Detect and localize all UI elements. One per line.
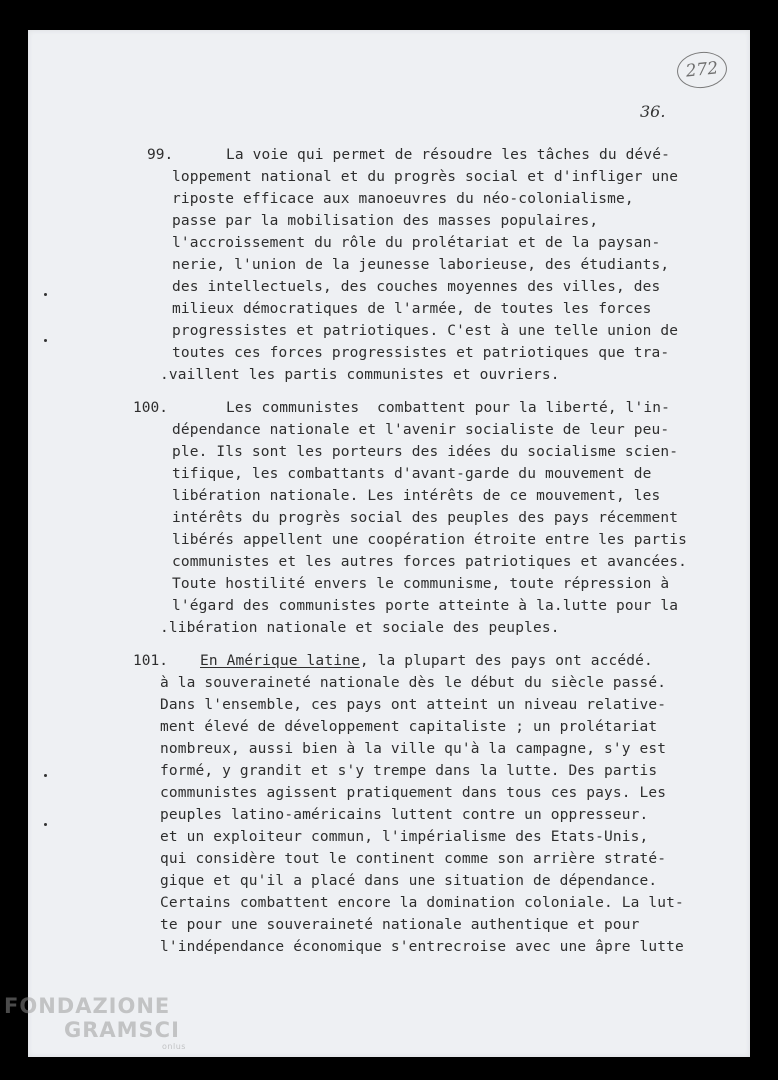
watermark-line-3: onlus [162, 1042, 186, 1051]
paragraph-number: 101. [133, 653, 168, 669]
text-line: libérés appellent une coopération étroite entre les partis [172, 532, 688, 548]
margin-mark [44, 293, 47, 296]
margin-mark [44, 339, 47, 342]
text-line: dépendance nationale et l'avenir socialiste de leur peu- [172, 422, 670, 438]
paragraph-number: 100. [133, 400, 168, 416]
text-line: Certains combattent encore la domination coloniale. La lut- [160, 895, 684, 911]
text-line: l'accroissement du rôle du prolétariat et de la paysan- [172, 235, 661, 251]
text-line: tifique, les combattants d'avant-garde du mouvement de [172, 466, 652, 482]
text-line: te pour une souveraineté nationale authentique et pour [160, 917, 640, 933]
text-line: Dans l'ensemble, ces pays ont atteint un niveau relative- [160, 697, 667, 713]
watermark-line-1: FONDAZIONE [4, 994, 171, 1018]
text-line: nombreux, aussi bien à la ville qu'à la campagne, s'y est [160, 741, 667, 757]
text-line: à la souveraineté nationale dès le début du siècle passé. [160, 675, 667, 691]
text-line: communistes et les autres forces patriotiques et avancées. [172, 554, 688, 570]
paragraph-number: 99. [147, 147, 174, 163]
text-line: libération nationale. Les intérêts de ce mouvement, les [172, 488, 661, 504]
text-line: des intellectuels, des couches moyennes des villes, des [172, 279, 661, 295]
archive-watermark [4, 994, 186, 1052]
text-line: gique et qu'il a placé dans une situation de dépendance. [160, 873, 658, 889]
text-line: communistes agissent pratiquement dans tous ces pays. Les [160, 785, 667, 801]
text-line: l'égard des communistes porte atteinte à la.lutte pour la [172, 598, 679, 614]
text-line: et un exploiteur commun, l'impérialisme des Etats-Unis, [160, 829, 649, 845]
text-line: qui considère tout le continent comme son arrière straté- [160, 851, 667, 867]
text-line: milieux démocratiques de l'armée, de toutes les forces [172, 301, 652, 317]
text-span: , la plupart des pays ont accédé. [359, 653, 653, 669]
text-line: formé, y grandit et s'y trempe dans la lutte. Des partis [160, 763, 658, 779]
text-line: progressistes et patriotiques. C'est à une telle union de [172, 323, 679, 339]
text-line: peuples latino-américains luttent contre un oppresseur. [160, 807, 649, 823]
text-line: ment élevé de développement capitaliste ; un prolétariat [160, 719, 658, 735]
margin-mark [44, 774, 47, 777]
text-line: riposte efficace aux manoeuvres du néo-colonialisme, [172, 191, 634, 207]
page-number: 36. [640, 102, 666, 121]
text-line: .vaillent les partis communistes et ouvriers. [160, 367, 560, 383]
text-line: ple. Ils sont les porteurs des idées du socialisme scien- [172, 444, 679, 460]
text-line: nerie, l'union de la jeunesse laborieuse, des étudiants, [172, 257, 670, 273]
text-line: toutes ces forces progressistes et patriotiques que tra- [172, 345, 670, 361]
text-line: .libération nationale et sociale des peuples. [160, 620, 560, 636]
text-line: loppement national et du progrès social et d'infliger une [172, 169, 679, 185]
text-line: Les communistes combattent pour la liberté, l'in- [226, 400, 670, 416]
text-line: l'indépendance économique s'entrecroise avec une âpre lutte [160, 939, 684, 955]
margin-mark [44, 823, 47, 826]
archive-number-stamp: 272 [675, 49, 728, 90]
text-line: Toute hostilité envers le communisme, toute répression à [172, 576, 670, 592]
text-line: intérêts du progrès social des peuples des pays récemment [172, 510, 679, 526]
text-line [200, 650, 653, 672]
text-line: passe par la mobilisation des masses populaires, [172, 213, 599, 229]
underlined-heading: En Amérique latine [200, 653, 360, 669]
text-line: La voie qui permet de résoudre les tâches du dévé- [226, 147, 670, 163]
watermark-line-2: GRAMSCI [64, 1018, 180, 1042]
